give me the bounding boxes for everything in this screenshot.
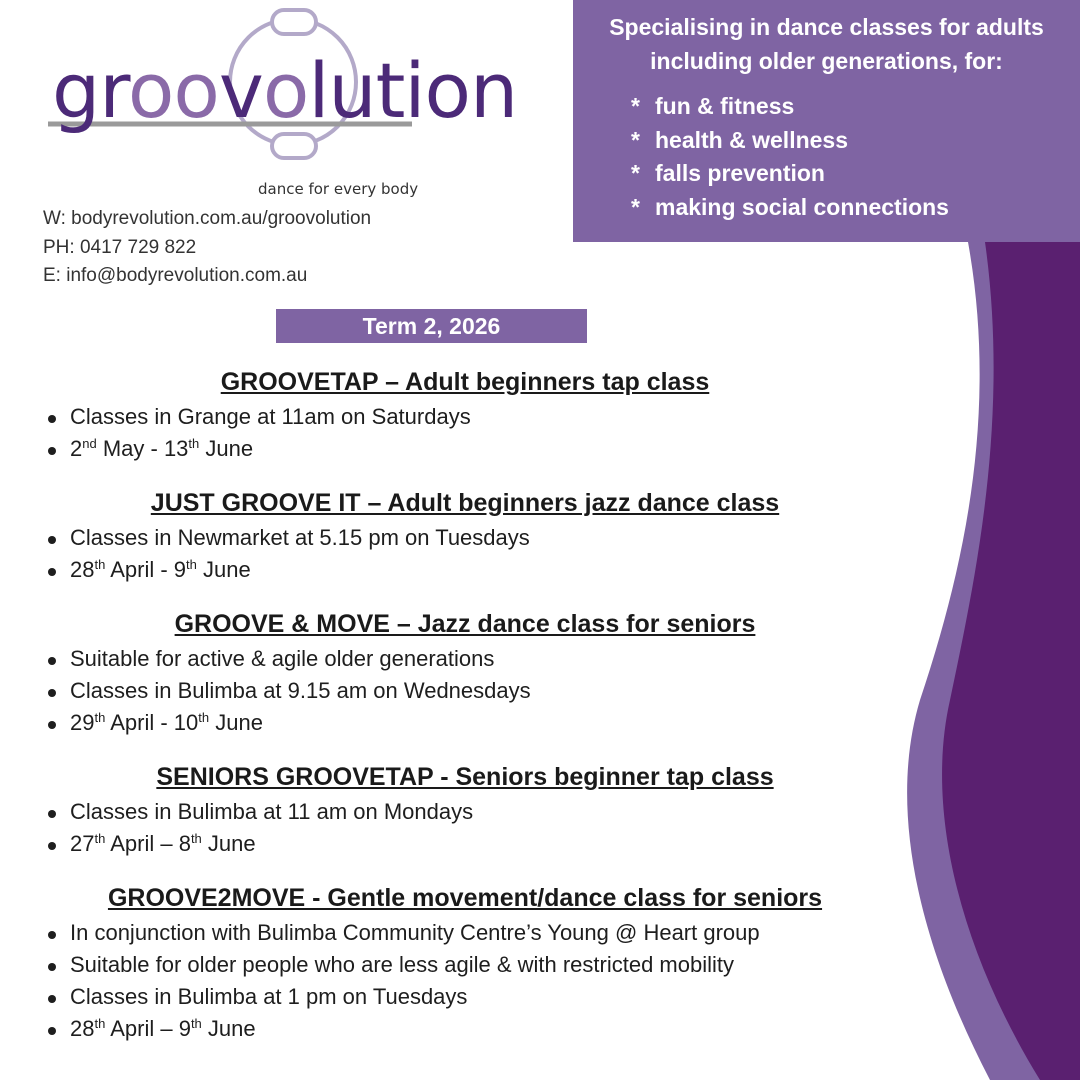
class-detail-item: 28th April - 9th June: [46, 554, 930, 586]
class-title: SENIORS GROOVETAP - Seniors beginner tap class: [156, 763, 774, 791]
class-detail-item: In conjunction with Bulimba Community Centre’s Young @ Heart group: [46, 917, 930, 949]
class-detail-item: 28th April – 9th June: [46, 1013, 930, 1045]
groovolution-logo: [40, 0, 518, 205]
class-details-list: [0, 643, 930, 739]
class-details-list: [0, 796, 930, 860]
promo-item: * health & wellness: [631, 124, 1080, 158]
promo-intro: Specialising in dance classes for adults including older generations, for:: [609, 14, 1044, 74]
class-block: [0, 761, 930, 860]
term-badge: Term 2, 2026: [276, 309, 587, 343]
class-detail-item: 27th April – 8th June: [46, 828, 930, 860]
class-title: GROOVE & MOVE – Jazz dance class for seniors: [174, 610, 756, 638]
class-block: [0, 366, 930, 465]
class-detail-item: Classes in Grange at 11am on Saturdays: [46, 401, 930, 433]
class-detail-item: 29th April - 10th June: [46, 707, 930, 739]
promo-benefits-list: [631, 90, 1080, 224]
contact-info: [43, 205, 371, 291]
class-detail-item: Suitable for older people who are less agile & with restricted mobility: [46, 949, 930, 981]
class-details-list: [0, 401, 930, 465]
logo-wordmark: groovolution: [52, 46, 518, 135]
class-block: [0, 882, 930, 1045]
class-block: [0, 608, 930, 739]
class-details-list: [0, 522, 930, 586]
class-detail-item: Classes in Bulimba at 9.15 am on Wednesdays: [46, 675, 930, 707]
class-title: JUST GROOVE IT – Adult beginners jazz dance class: [150, 489, 780, 517]
class-detail-item: Suitable for active & agile older generations: [46, 643, 930, 675]
class-title: GROOVETAP – Adult beginners tap class: [220, 368, 710, 396]
promo-box: [573, 0, 1080, 242]
phone-number[interactable]: PH: 0417 729 822: [43, 236, 197, 258]
promo-item: * making social connections: [631, 191, 1080, 225]
website-link[interactable]: W: bodyrevolution.com.au/groovolution: [43, 208, 372, 229]
class-title: GROOVE2MOVE - Gentle movement/dance class for seniors: [107, 884, 823, 912]
class-details-list: [0, 917, 930, 1045]
promo-item: * fun & fitness: [631, 90, 1080, 124]
email-link[interactable]: E: info@bodyrevolution.com.au: [43, 265, 308, 286]
promo-item: * falls prevention: [631, 157, 1080, 191]
class-detail-item: Classes in Newmarket at 5.15 pm on Tuesdays: [46, 522, 930, 554]
logo-tagline: dance for every body: [258, 180, 419, 198]
class-block: [0, 487, 930, 586]
class-detail-item: Classes in Bulimba at 11 am on Mondays: [46, 796, 930, 828]
class-detail-item: 2nd May - 13th June: [46, 433, 930, 465]
class-detail-item: Classes in Bulimba at 1 pm on Tuesdays: [46, 981, 930, 1013]
